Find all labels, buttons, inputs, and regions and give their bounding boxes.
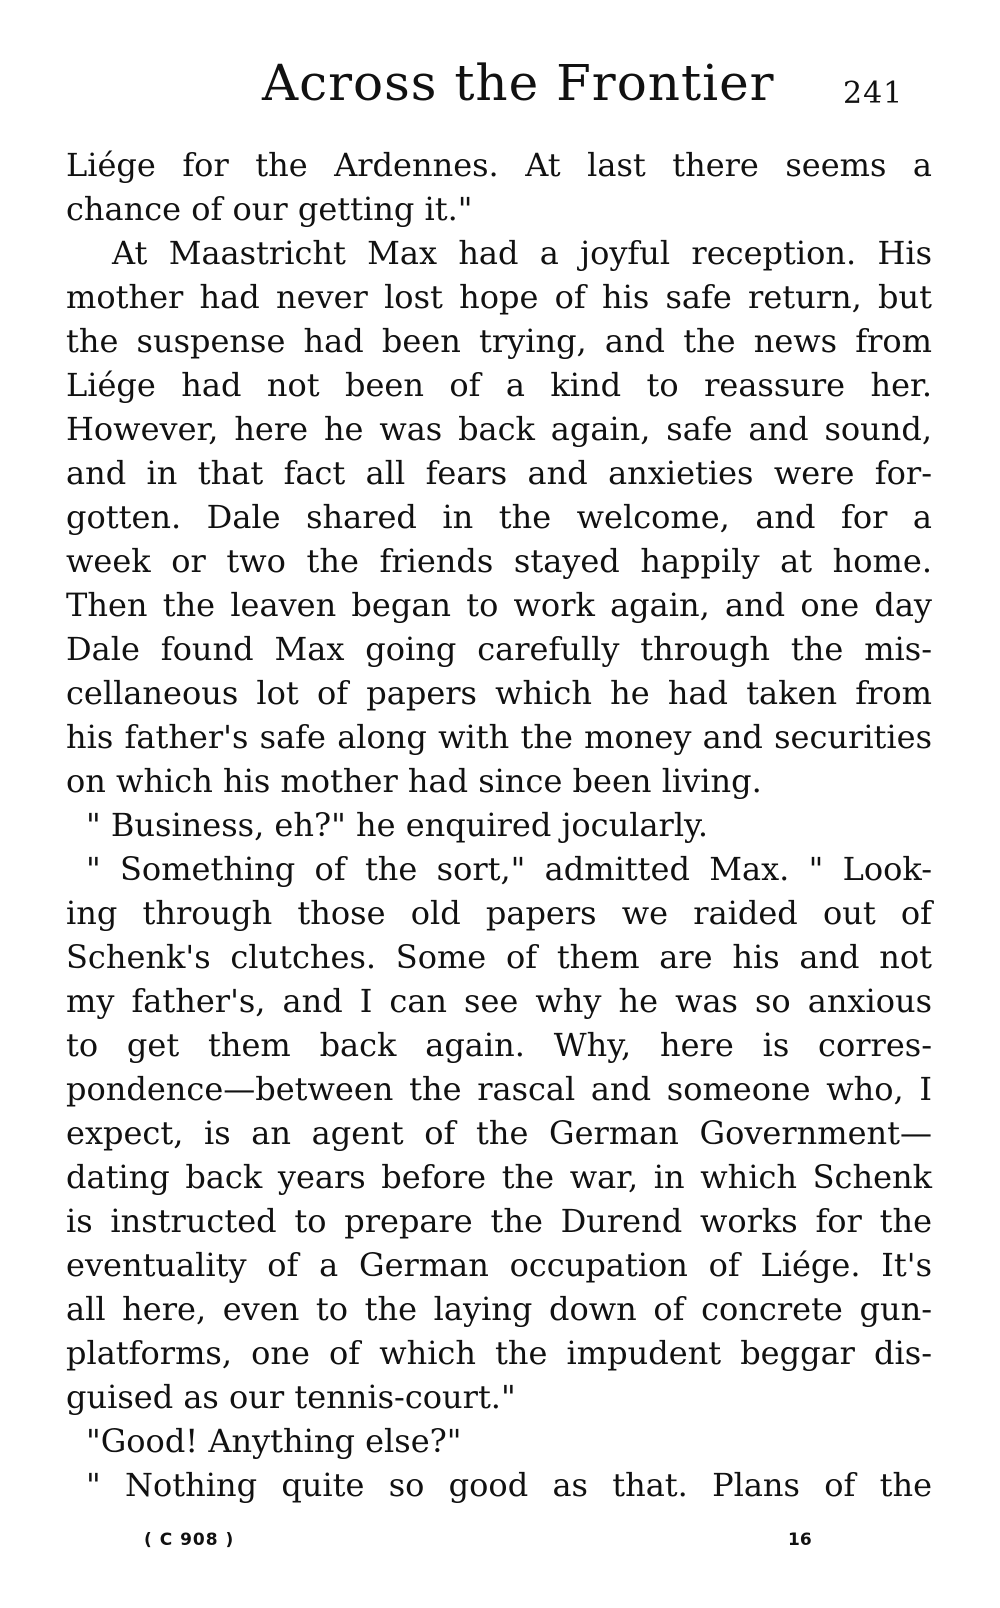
text-line: " Business, eh?" he enquired jocularly. [86,806,709,844]
text-line: all here, even to the laying down of concrete gun- [66,1290,932,1328]
text-line: pondence—between the rascal and someone who, I [66,1070,932,1108]
text-line: "Good! Anything else?" [86,1422,462,1460]
text-line: gotten. Dale shared in the welcome, and for a [66,498,932,536]
printer-signature-mark: ( C 908 ) [144,1530,235,1550]
text-line: is instructed to prepare the Durend works for the [66,1202,932,1240]
text-line: chance of our getting it." [66,190,473,228]
body-text [66,143,932,1507]
text-line: and in that fact all fears and anxieties were for- [66,454,932,492]
text-line: mother had never lost hope of his safe return, but [66,278,932,316]
text-line: " Something of the sort," admitted Max. " Look- [86,850,932,888]
text-line: eventuality of a German occupation of Liége. It's [66,1246,932,1284]
text-line: dating back years before the war, in which Schenk [66,1158,932,1196]
running-title: Across the Frontier [262,54,775,112]
text-line: cellaneous lot of papers which he had taken from [66,674,932,712]
text-line: expect, is an agent of the German Government— [66,1114,932,1152]
text-line: the suspense had been trying, and the news from [66,322,932,360]
text-line: week or two the friends stayed happily at home. [66,542,932,580]
text-line: platforms, one of which the impudent beggar dis- [66,1334,932,1372]
running-head [0,54,1000,124]
text-line: Liége for the Ardennes. At last there seems a [66,146,932,184]
gathering-number: 16 [788,1530,812,1550]
text-line: However, here he was back again, safe and sound, [66,410,932,448]
text-line: Then the leaven began to work again, and one day [66,586,932,624]
text-line: on which his mother had since been living. [66,762,762,800]
text-line: " Nothing quite so good as that. Plans of the [86,1466,932,1504]
text-line: guised as our tennis-court." [66,1378,516,1416]
text-line: Schenk's clutches. Some of them are his and not [66,938,932,976]
text-line: Dale found Max going carefully through the mis- [66,630,932,668]
text-line: At Maastricht Max had a joyful reception. His [112,234,932,272]
text-line: ing through those old papers we raided out of [66,894,932,932]
text-line: his father's safe along with the money and securities [66,718,932,756]
text-line: Liége had not been of a kind to reassure her. [66,366,932,404]
page-footer [0,1530,1000,1560]
text-line: my father's, and I can see why he was so anxious [66,982,932,1020]
page-number: 241 [843,76,904,111]
text-line: to get them back again. Why, here is corres- [66,1026,932,1064]
